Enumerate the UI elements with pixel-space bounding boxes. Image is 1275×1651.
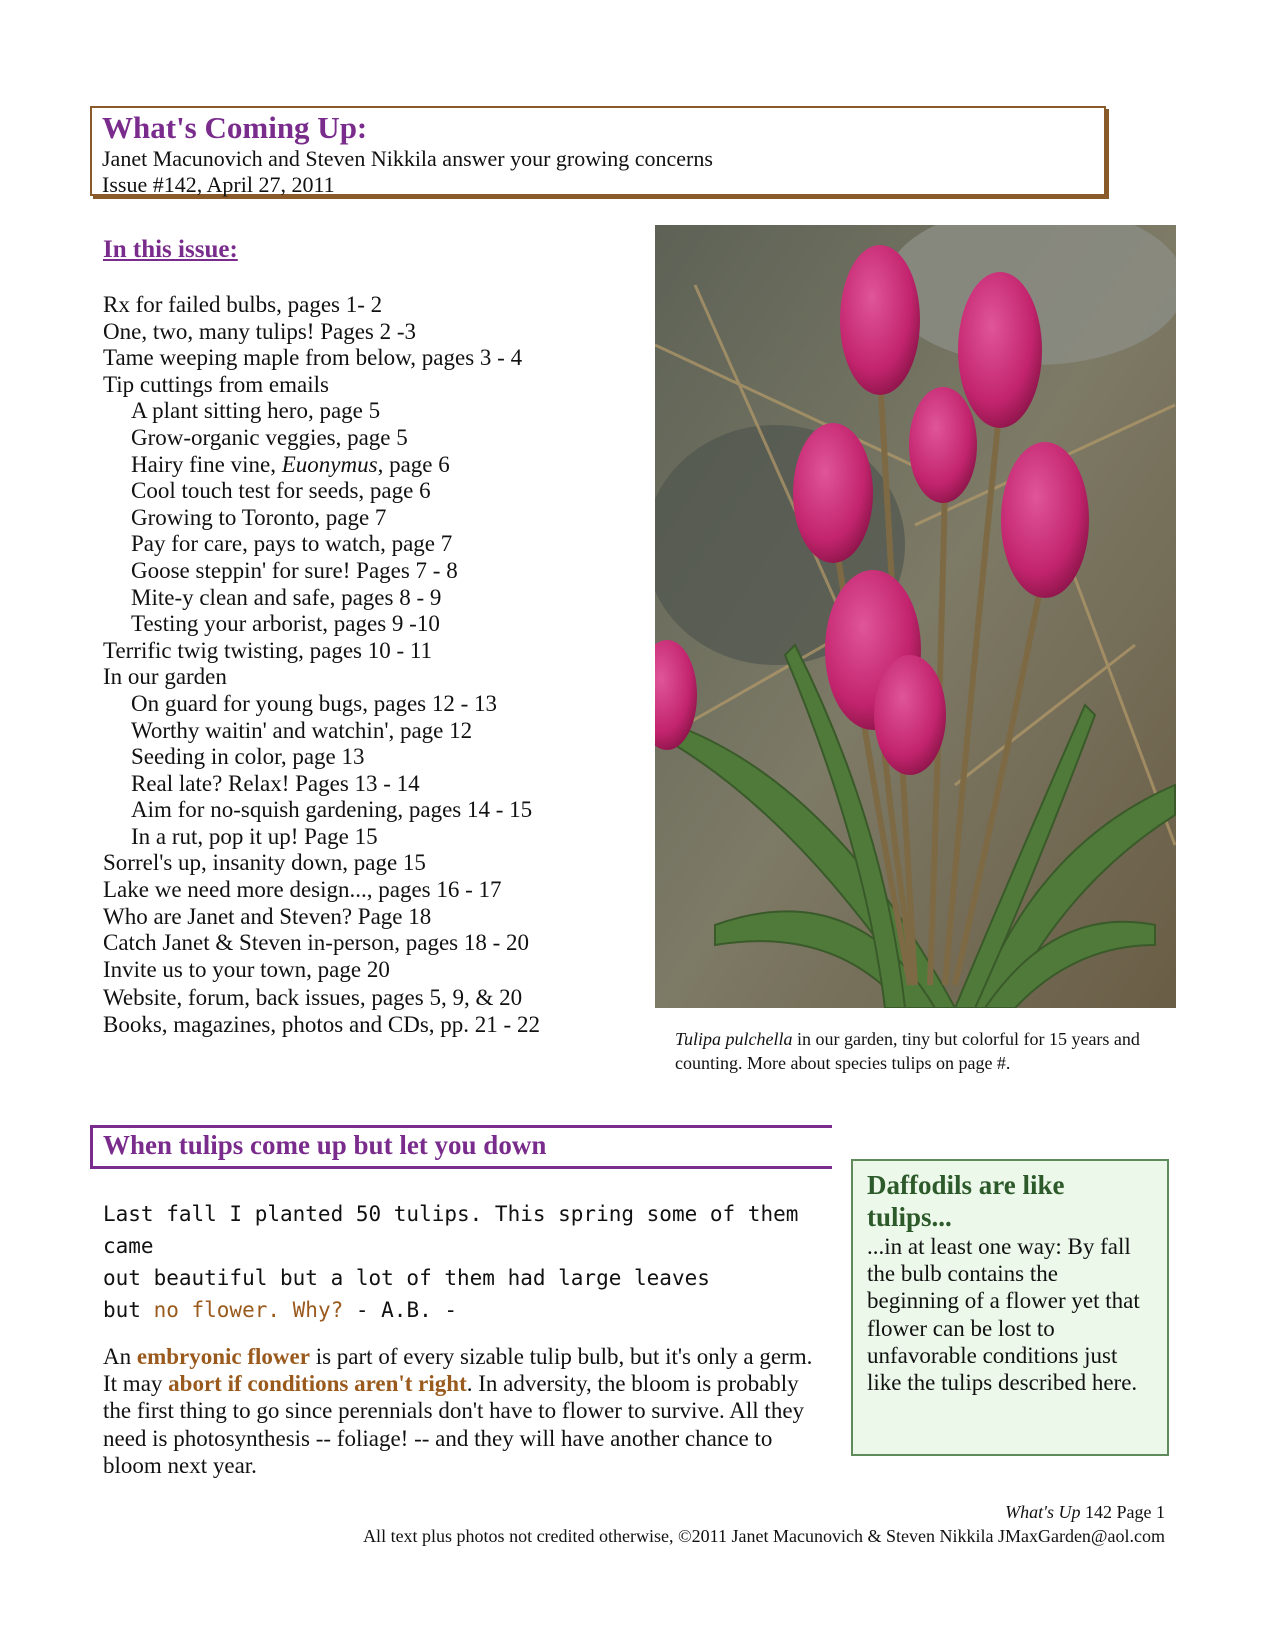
toc-subitem: In a rut, pop it up! Page 15	[131, 823, 378, 849]
toc-subitem: Cool touch test for seeds, page 6	[131, 478, 431, 504]
toc-subitem: Pay for care, pays to watch, page 7	[131, 531, 453, 557]
toc-item: Lake we need more design..., pages 16 - 17	[103, 877, 502, 903]
toc-item: One, two, many tulips! Pages 2 -3	[103, 318, 417, 344]
toc-item: Terrific twig twisting, pages 10 - 11	[103, 637, 433, 663]
toc-subitem: Seeding in color, page 13	[131, 744, 365, 770]
sidebar-box	[851, 1159, 1169, 1456]
caption-species-name: Tulipa pulchella	[675, 1029, 793, 1049]
newsletter-subtitle: Janet Macunovich and Steven Nikkila answer your growing concerns	[102, 146, 713, 171]
question-line: Last fall I planted 50 tulips. This spring some of them came	[103, 1202, 799, 1258]
footer-page-line	[200, 1500, 1165, 1524]
keyword-highlight: embryonic flower	[136, 1344, 310, 1369]
issue-date: Issue #142, April 27, 2011	[102, 172, 335, 197]
toc-text: Hairy fine vine,	[131, 451, 282, 477]
question-highlight: no flower. Why?	[153, 1298, 344, 1322]
newsletter-title: What's Coming Up:	[102, 110, 368, 145]
footer-copyright: All text plus photos not credited otherwise, ©2011 Janet Macunovich & Steven Nikkila JMaxGarden@aol.com	[363, 1526, 1165, 1546]
toc-subitem: Goose steppin' for sure! Pages 7 - 8	[131, 557, 458, 583]
toc-subitem: Grow-organic veggies, page 5	[131, 424, 408, 450]
toc-subitem: Growing to Toronto, page 7	[131, 504, 387, 530]
reader-question	[103, 1198, 823, 1326]
toc-item: Invite us to your town, page 20	[103, 956, 390, 982]
toc-italic-text: Euonymus	[281, 451, 378, 477]
keyword-highlight: abort if conditions aren't right	[168, 1371, 467, 1397]
article-heading: When tulips come up but let you down	[103, 1130, 547, 1160]
question-signature: - A.B. -	[343, 1298, 458, 1322]
toc-subitem: Worthy waitin' and watchin', page 12	[131, 717, 473, 743]
toc-subitem: Mite-y clean and safe, pages 8 - 9	[131, 584, 442, 610]
body-text: An	[103, 1344, 137, 1369]
toc-subitem: On guard for young bugs, pages 12 - 13	[131, 690, 498, 716]
body-text: is part of every sizable tulip bulb, but it's only a germ. It may	[103, 1344, 813, 1397]
table-of-contents	[103, 292, 643, 1039]
question-line	[103, 1294, 823, 1326]
section-heading-bottom-rule	[90, 1166, 832, 1169]
toc-item: Catch Janet & Steven in-person, pages 18 - 20	[103, 930, 530, 956]
toc-item: Tame weeping maple from below, pages 3 - 4	[103, 345, 523, 371]
toc-item: In our garden	[103, 664, 227, 690]
photo-caption	[675, 1027, 1175, 1075]
body-text: . In adversity, the bloom is probably the first thing to go since perennials don't have to flower to survive. All they need is photosynthesis -- foliage! -- and they will have another chance to bloom next year.	[103, 1371, 805, 1478]
toc-item: Who are Janet and Steven? Page 18	[103, 903, 432, 929]
toc-item: Sorrel's up, insanity down, page 15	[103, 850, 426, 876]
toc-item: Rx for failed bulbs, pages 1- 2	[103, 292, 383, 317]
question-line: out beautiful but a lot of them had large leaves	[103, 1266, 710, 1290]
toc-subitem: Testing your arborist, pages 9 -10	[131, 611, 440, 637]
masthead-box	[90, 106, 1106, 196]
toc-item: Books, magazines, photos and CDs, pp. 21 - 22	[103, 1012, 540, 1038]
sidebar-body: ...in at least one way: By fall the bulb contains the beginning of a flower yet that flower can be lost to unfavorable conditions just like the tulips described here.	[867, 1234, 1140, 1396]
toc-item: Tip cuttings from emails	[103, 371, 329, 397]
caption-text: in our garden, tiny but colorful for 15 years and counting. More about species tulips on page #.	[675, 1029, 1140, 1073]
toc-subitem	[103, 452, 643, 479]
toc-text: , page 6	[377, 451, 450, 477]
footer-page-number: 142 Page 1	[1080, 1502, 1165, 1522]
page-footer	[200, 1500, 1165, 1548]
toc-subitem: Aim for no-squish gardening, pages 14 - 15	[131, 797, 533, 823]
toc-item: Website, forum, back issues, pages 5, 9, & 20	[103, 985, 523, 1011]
section-heading-left-rule	[90, 1125, 93, 1167]
toc-subitem: A plant sitting hero, page 5	[131, 398, 381, 424]
answer-paragraph	[103, 1343, 823, 1479]
tulip-photo	[655, 225, 1176, 1008]
toc-subitem: Real late? Relax! Pages 13 - 14	[131, 770, 420, 796]
footer-publication: What's Up	[1005, 1502, 1081, 1522]
tulip-photo-illustration	[655, 225, 1176, 1008]
in-this-issue-heading: In this issue:	[103, 236, 238, 263]
sidebar-title: Daffodils are like tulips...	[867, 1170, 1065, 1232]
question-text: but	[103, 1298, 154, 1322]
